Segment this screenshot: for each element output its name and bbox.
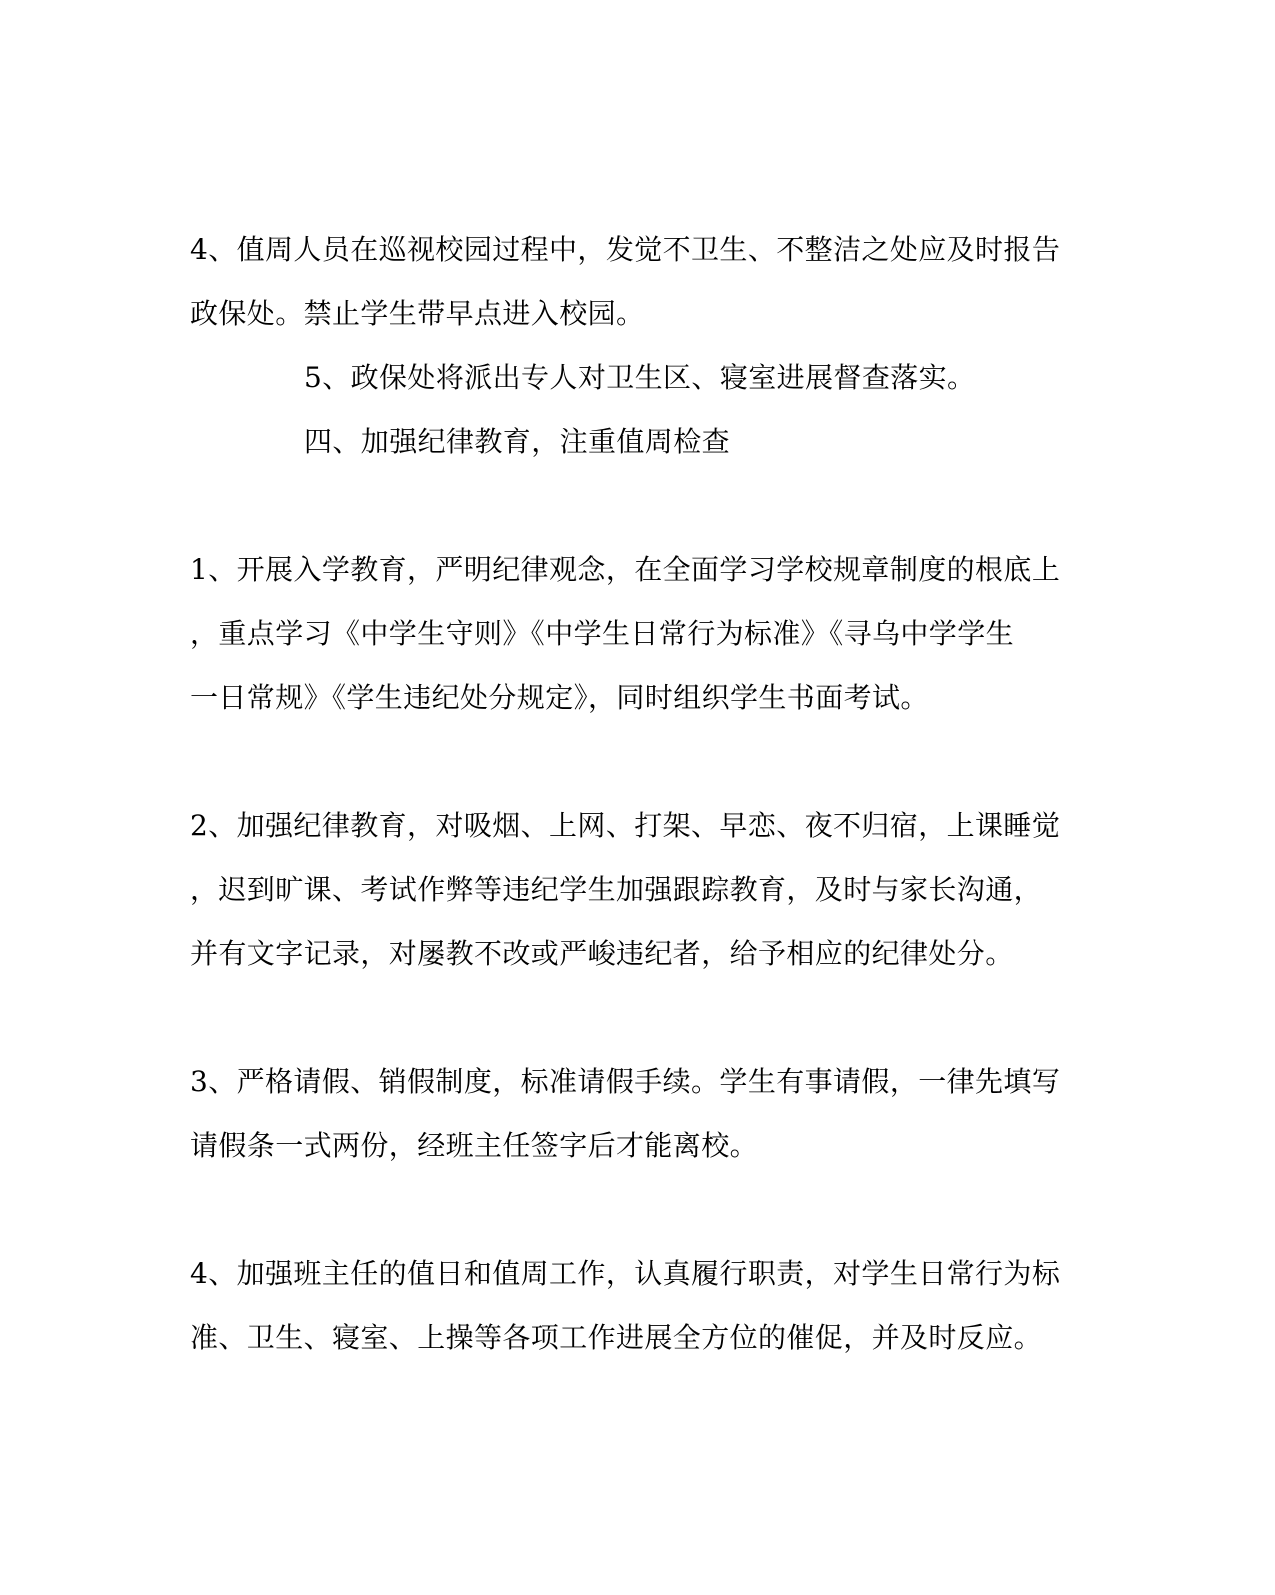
paragraph-line: 政保处。禁止学生带早点进入校园。 [190,297,645,330]
section-heading: 四、加强纪律教育，注重值周检查 [304,425,731,458]
paragraph-line: 5、政保处将派出专人对卫生区、寝室进展督查落实。 [304,361,976,394]
paragraph-line: 3、严格请假、销假制度，标准请假手续。学生有事请假，一律先填写 [190,1065,1061,1098]
paragraph-line: 4、加强班主任的值日和值周工作，认真履行职责，对学生日常行为标 [190,1257,1061,1290]
paragraph-line: ，迟到旷课、考试作弊等违纪学生加强跟踪教育，及时与家长沟通， [190,873,1043,906]
paragraph-line: 并有文字记录，对屡教不改或严峻违纪者，给予相应的纪律处分。 [190,937,1014,970]
paragraph-line: 4、值周人员在巡视校园过程中，发觉不卫生、不整洁之处应及时报告 [190,233,1061,266]
paragraph-line: 1、开展入学教育，严明纪律观念，在全面学习学校规章制度的根底上 [190,553,1061,586]
paragraph-line: ，重点学习《中学生守则》《中学生日常行为标准》《寻乌中学学生 [190,617,1015,650]
paragraph-line: 准、卫生、寝室、上操等各项工作进展全方位的催促，并及时反应。 [190,1321,1043,1354]
paragraph-line: 2、加强纪律教育，对吸烟、上网、打架、早恋、夜不归宿，上课睡觉 [190,809,1061,842]
paragraph-line: 请假条一式两份，经班主任签字后才能离校。 [190,1129,759,1162]
paragraph-line: 一日常规》《学生违纪处分规定》，同时组织学生书面考试。 [190,681,929,714]
